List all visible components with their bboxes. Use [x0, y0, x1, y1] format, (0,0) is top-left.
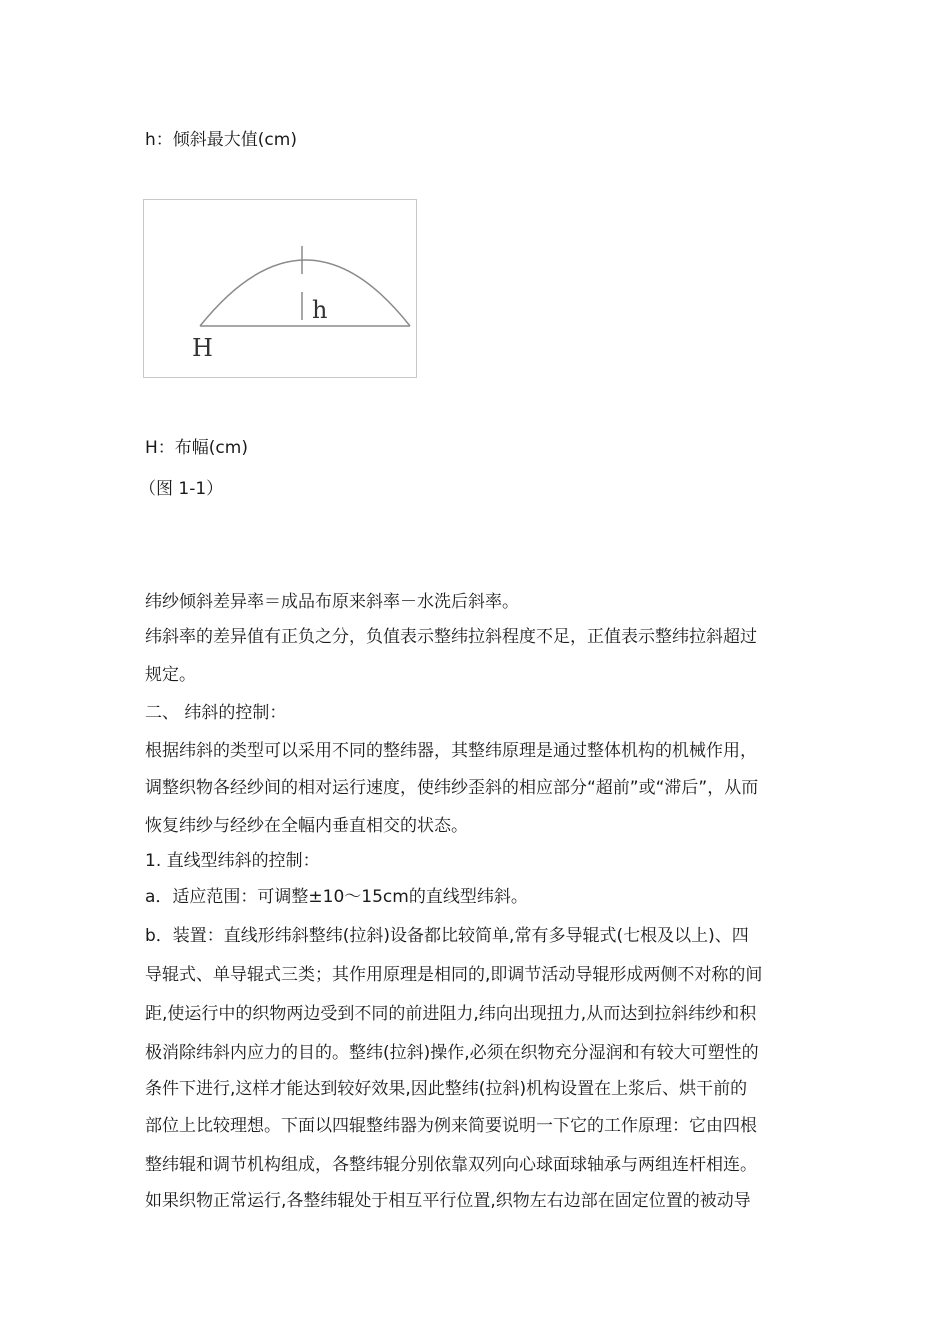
label-H: H — [192, 334, 213, 362]
body-paragraph-line: 距,使运行中的织物两边受到不同的前进阻力,纬向出现扭力,从而达到拉斜纬纱和积 — [145, 1004, 757, 1024]
label-h: h — [312, 296, 328, 324]
body-paragraph-line: b．装置：直线形纬斜整纬(拉斜)设备都比较简单,常有多导辊式(七根及以上)、四 — [145, 926, 749, 946]
arc-diagram-svg — [144, 200, 418, 379]
body-paragraph-line: 纬斜率的差异值有正负之分，负值表示整纬拉斜程度不足，正值表示整纬拉斜超过 — [145, 627, 757, 647]
bottom-caption: H：布幅(cm) — [145, 438, 248, 458]
body-paragraph-line: 规定。 — [145, 665, 196, 685]
subsection-heading: 1. 直线型纬斜的控制： — [145, 851, 320, 871]
body-paragraph-line: 调整织物各经纱间的相对运行速度，使纬纱歪斜的相应部分“超前”或“滞后”，从而 — [145, 778, 759, 798]
body-paragraph-line: a．适应范围：可调整±10～15cm的直线型纬斜。 — [145, 887, 528, 907]
body-paragraph-line: 极消除纬斜内应力的目的。整纬(拉斜)操作,必须在织物充分湿润和有较大可塑性的 — [145, 1043, 759, 1063]
body-paragraph-line: 整纬辊和调节机构组成，各整纬辊分别依靠双列向心球面球轴承与两组连杆相连。 — [145, 1155, 757, 1175]
section-heading: 二、 纬斜的控制： — [145, 703, 287, 723]
top-caption: h：倾斜最大值(cm) — [145, 130, 297, 150]
skew-arc — [200, 260, 410, 326]
body-paragraph-line: 部位上比较理想。下面以四辊整纬器为例来简要说明一下它的工作原理：它由四根 — [145, 1116, 757, 1136]
figure-caption: （图 1-1） — [139, 479, 224, 499]
body-paragraph-line: 恢复纬纱与经纱在全幅内垂直相交的状态。 — [145, 816, 468, 836]
weft-skew-diagram — [143, 199, 417, 378]
body-paragraph-line: 如果织物正常运行,各整纬辊处于相互平行位置,织物左右边部在固定位置的被动导 — [145, 1191, 751, 1211]
body-paragraph-line: 导辊式、单导辊式三类；其作用原理是相同的,即调节活动导辊形成两侧不对称的间 — [145, 965, 763, 985]
body-paragraph-line: 纬纱倾斜差异率＝成品布原来斜率－水洗后斜率。 — [145, 592, 519, 612]
body-paragraph-line: 条件下进行,这样才能达到较好效果,因此整纬(拉斜)机构设置在上浆后、烘干前的 — [145, 1079, 748, 1099]
body-paragraph-line: 根据纬斜的类型可以采用不同的整纬器，其整纬原理是通过整体机构的机械作用， — [145, 741, 757, 761]
